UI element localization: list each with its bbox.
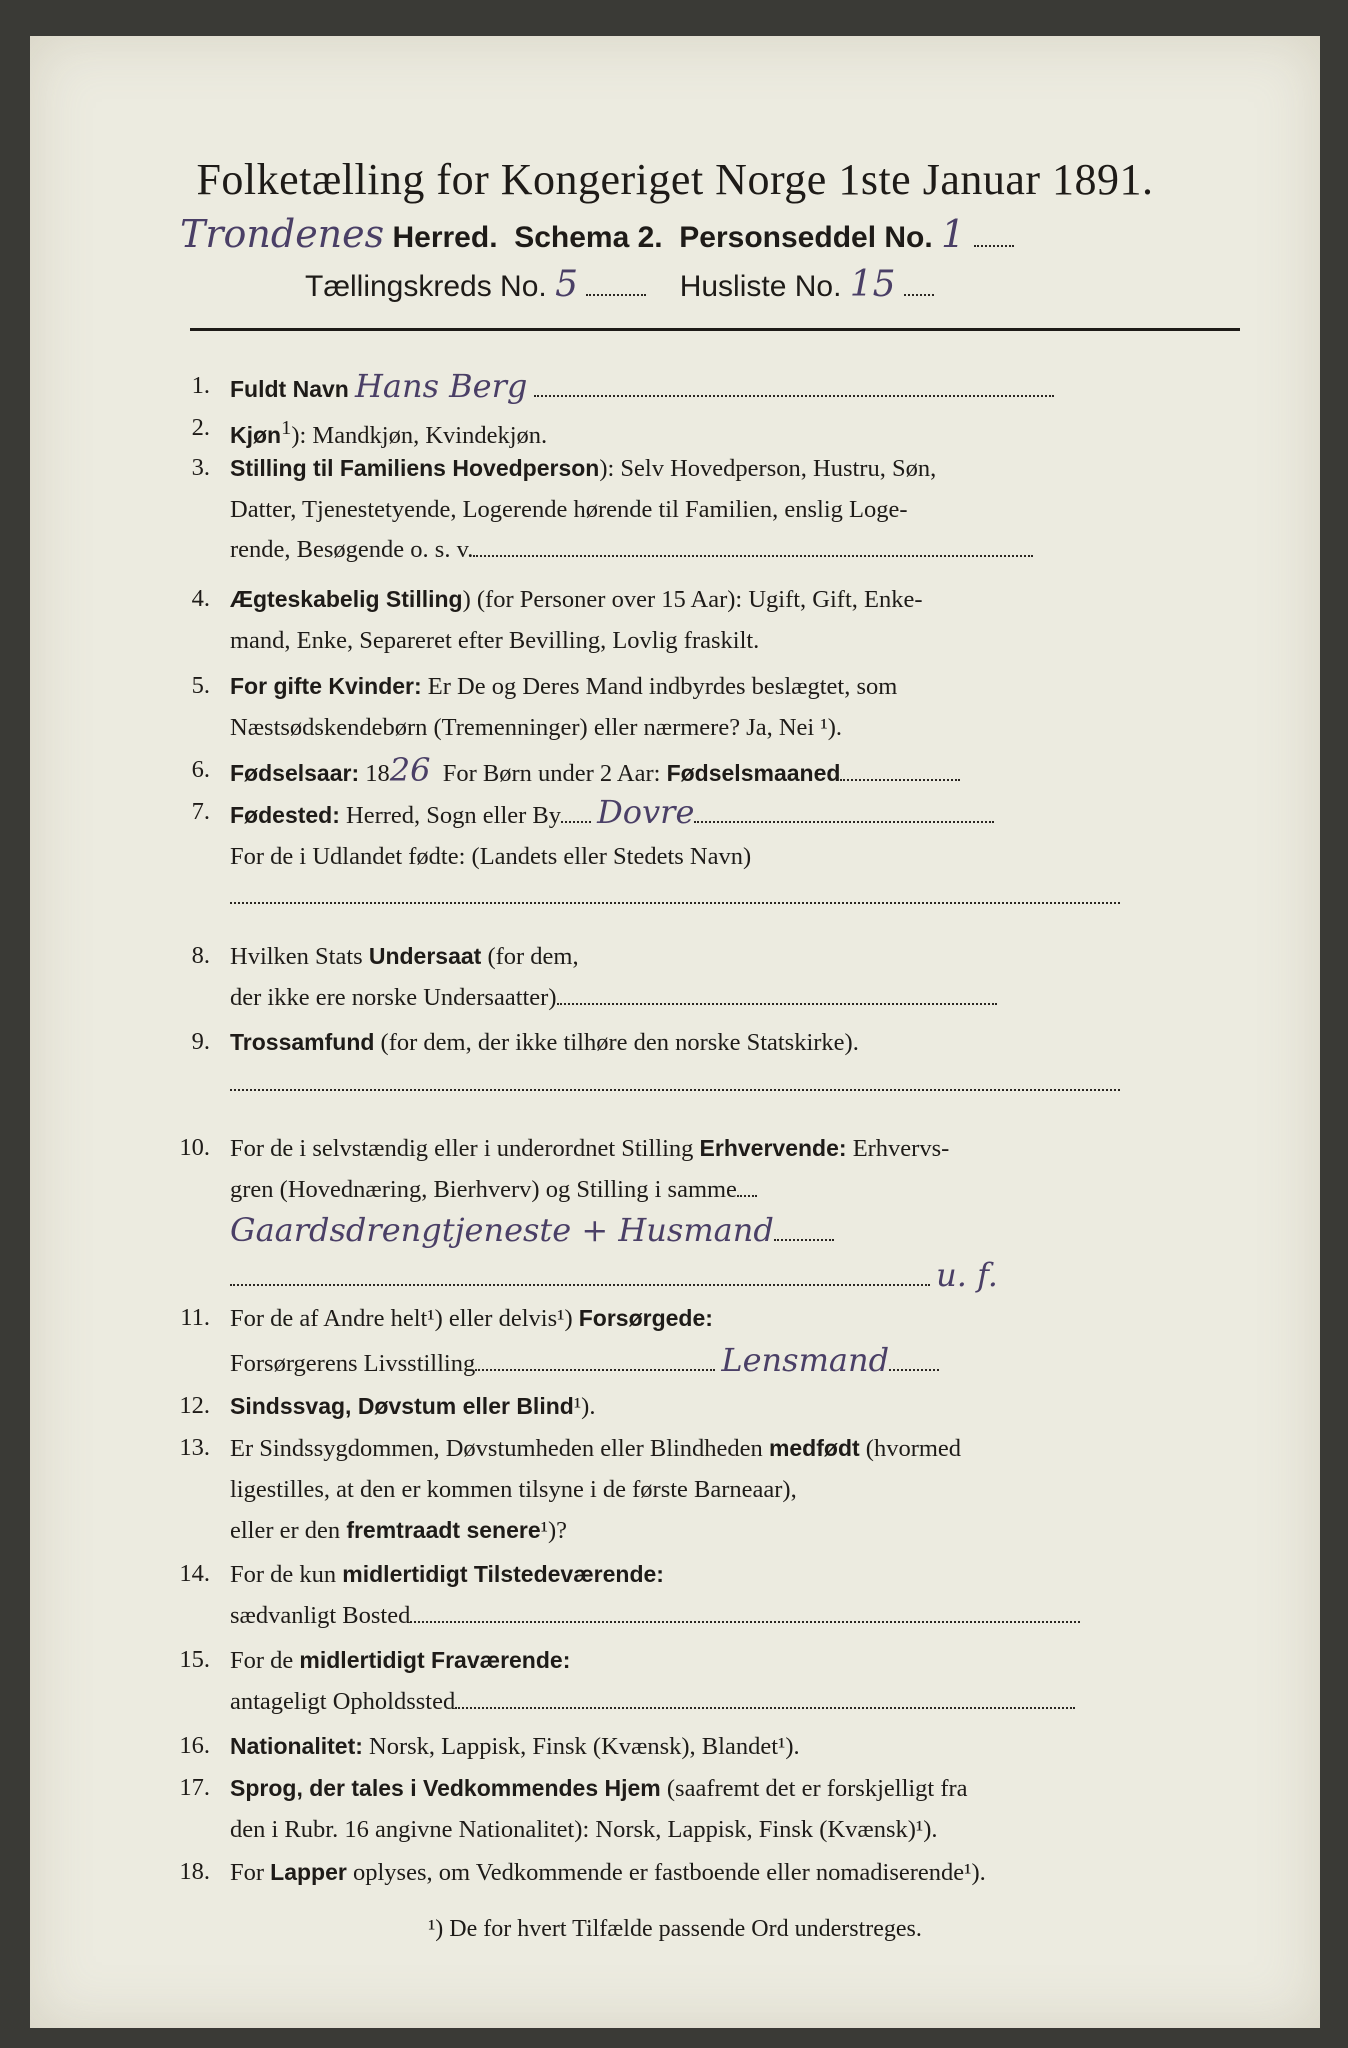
- item-number: 11.: [180, 1304, 210, 1331]
- taellingskreds-value: 5: [555, 264, 578, 305]
- item-number: 8.: [191, 942, 210, 969]
- item-text: For Børn under 2 Aar:: [442, 760, 661, 787]
- item-label: midlertidigt Fraværende:: [299, 1647, 571, 1673]
- item-label: Trossamfund: [230, 1029, 375, 1055]
- item-text: Er De og Deres Mand indbyrdes beslægtet, som: [427, 673, 898, 700]
- item-label: Sindssvag, Døvstum eller Blind: [230, 1393, 574, 1419]
- personseddel-label: Personseddel No.: [679, 221, 933, 254]
- erhverv-value-2: u. f.: [936, 1255, 998, 1294]
- erhverv-value: Gaardsdrengtjeneste + Husmand: [230, 1211, 774, 1249]
- item-text: Erhvervs-: [852, 1135, 950, 1162]
- item-number: 9.: [191, 1028, 210, 1055]
- item-text: der ikke ere norske Undersaatter): [230, 983, 557, 1011]
- item-number: 4.: [191, 585, 210, 612]
- header-rule: [190, 328, 1240, 331]
- year-prefix: 18: [365, 760, 390, 787]
- item-text: sædvanligt Bosted: [230, 1601, 411, 1629]
- item-number: 7.: [191, 798, 210, 825]
- item-text: ) (for Personer over 15 Aar): Ugift, Gift, Enke-: [462, 586, 923, 613]
- item-label: Lapper: [270, 1859, 347, 1885]
- item-label: Fødselsaar:: [230, 760, 360, 786]
- item-text: Herred, Sogn eller By: [346, 802, 562, 829]
- schema-label: Schema 2.: [514, 221, 663, 254]
- taellingskreds-row: [305, 264, 934, 305]
- husliste-label: Husliste No.: [679, 270, 842, 303]
- item-label: Fødselsmaaned: [666, 760, 841, 786]
- item-number: 3.: [191, 454, 210, 481]
- item-text: For: [230, 1859, 265, 1886]
- item-number: 5.: [191, 672, 210, 699]
- item-text: Er Sindssygdommen, Døvstumheden eller Blindheden: [230, 1435, 763, 1462]
- item-number: 1.: [191, 372, 210, 399]
- item-text: den i Rubr. 16 angivne Nationalitet): Norsk, Lappisk, Finsk (Kvænsk)¹).: [230, 1815, 938, 1843]
- item-text: rende, Besøgende o. s. v.: [230, 536, 474, 563]
- item-number: 10.: [179, 1134, 210, 1161]
- item-label: medfødt: [768, 1435, 860, 1461]
- item-text: For de af Andre helt¹) eller delvis¹): [230, 1305, 573, 1332]
- item-text: For de i selvstændig eller i underordnet Stilling: [230, 1135, 694, 1162]
- item-text: gren (Hovednæring, Bierhverv) og Stilling i samme: [230, 1175, 737, 1203]
- item-text: For de kun: [230, 1561, 337, 1588]
- personseddel-value: 1: [941, 212, 966, 256]
- fodselsaar-value: 26: [389, 751, 431, 789]
- item-number: 16.: [179, 1732, 210, 1759]
- item-label: Erhvervende:: [699, 1135, 847, 1161]
- item-label: midlertidigt Tilstedeværende:: [342, 1561, 664, 1587]
- forsorger-value: Lensmand: [721, 1340, 890, 1379]
- item-text: Forsørgerens Livsstilling: [230, 1349, 476, 1377]
- item-number: 2.: [191, 414, 210, 441]
- item-label: Kjøn: [230, 422, 282, 449]
- item-text: Datter, Tjenestetyende, Logerende hørende til Familien, enslig Loge-: [230, 495, 908, 523]
- item-text: For de i Udlandet fødte: (Landets eller Stedets Navn): [230, 842, 752, 870]
- item-label: Forsørgede:: [578, 1305, 713, 1331]
- item-label: fremtraadt senere: [346, 1517, 541, 1543]
- item-number: 13.: [179, 1434, 210, 1461]
- footnote-mark: 1: [281, 417, 292, 439]
- item-label: Ægteskabelig Stilling: [230, 586, 463, 612]
- item-text: eller er den: [230, 1517, 341, 1544]
- herred-row: [180, 212, 1014, 256]
- item-number: 18.: [179, 1858, 210, 1885]
- item-text: ): Mandkjøn, Kvindekjøn.: [291, 422, 548, 450]
- form-title: Folketælling for Kongeriget Norge 1ste Januar 1891.: [196, 155, 1154, 204]
- fodested-value: Dovre: [597, 793, 695, 831]
- footnote: ¹) De for hvert Tilfælde passende Ord understreges.: [428, 1916, 922, 1942]
- item-text: (saafremt det er forskjelligt fra: [666, 1775, 968, 1802]
- herred-value: Trondenes: [180, 212, 385, 256]
- item-label: Nationalitet:: [230, 1733, 363, 1759]
- husliste-value: 15: [849, 264, 896, 305]
- item-text: ): Selv Hovedperson, Hustru, Søn,: [599, 455, 937, 482]
- item-text: (hvormed: [865, 1435, 962, 1462]
- item-number: 12.: [179, 1392, 210, 1419]
- item-text: Næstsødskendebørn (Tremenninger) eller nærmere? Ja, Nei ¹).: [230, 713, 842, 741]
- taellingskreds-label: Tællingskreds No.: [305, 270, 547, 303]
- fuldt-navn-value: Hans Berg: [354, 367, 528, 405]
- item-number: 17.: [179, 1774, 210, 1801]
- item-text: antageligt Opholdssted: [230, 1687, 456, 1715]
- item-label: Fødested:: [230, 802, 340, 828]
- item-text: Hvilken Stats: [230, 943, 363, 970]
- item-label: Fuldt Navn: [230, 376, 349, 402]
- item-number: 6.: [191, 756, 210, 783]
- item-text: (for dem, der ikke tilhøre den norske Statskirke).: [380, 1029, 859, 1056]
- item-label: For gifte Kvinder:: [230, 673, 422, 699]
- item-text: Norsk, Lappisk, Finsk (Kvænsk), Blandet¹).: [369, 1733, 800, 1760]
- herred-label: Herred.: [392, 221, 498, 254]
- item-text: ligestilles, at den er kommen tilsyne i de første Barneaar),: [230, 1475, 797, 1503]
- item-label: Stilling til Familiens Hovedperson: [230, 455, 600, 481]
- census-form: [30, 36, 1320, 2028]
- item-text: oplyses, om Vedkommende er fastboende eller nomadiserende¹).: [352, 1859, 986, 1886]
- item-number: 14.: [179, 1560, 210, 1587]
- item-text: mand, Enke, Separeret efter Bevilling, Lovlig fraskilt.: [230, 626, 760, 654]
- item-number: 15.: [179, 1646, 210, 1673]
- item-text: For de: [230, 1647, 294, 1674]
- item-text: (for dem,: [487, 943, 579, 970]
- item-text: ¹).: [573, 1393, 596, 1420]
- item-label: Undersaat: [368, 943, 482, 969]
- item-label: Sprog, der tales i Vedkommendes Hjem: [230, 1775, 661, 1801]
- item-text: ¹)?: [540, 1517, 568, 1544]
